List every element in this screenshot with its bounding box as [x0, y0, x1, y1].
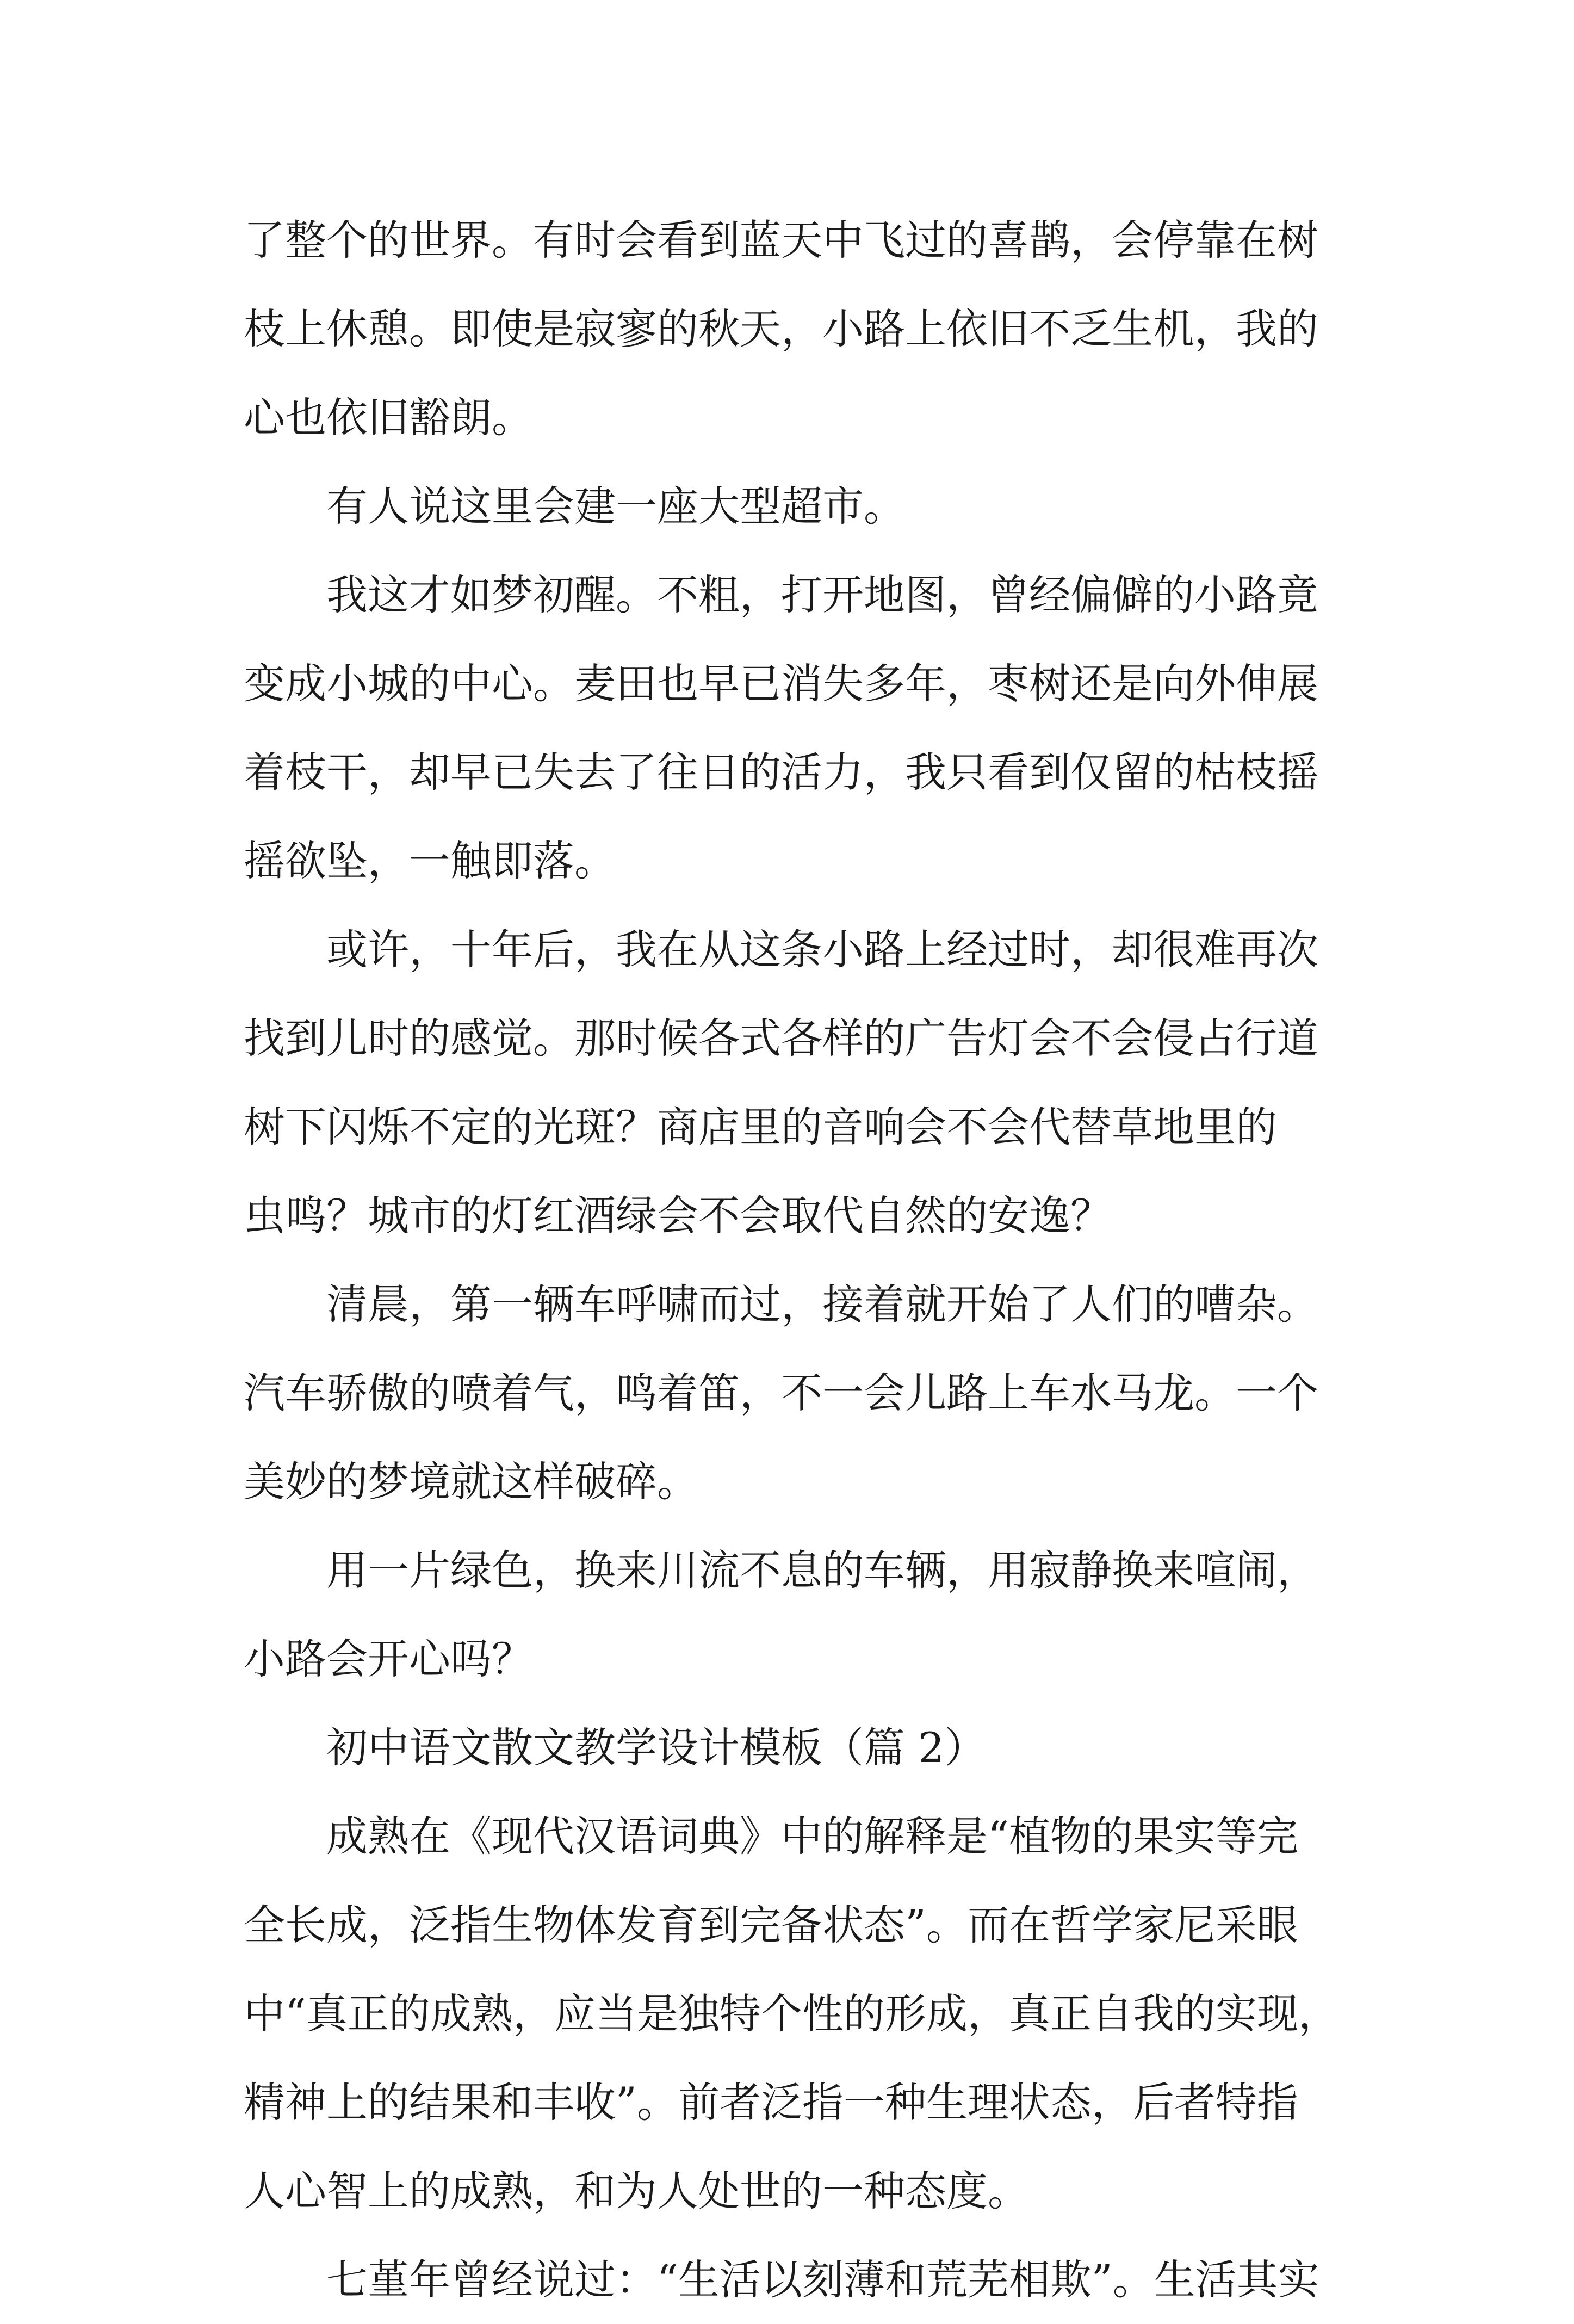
- text-line: 美妙的梦境就这样破碎。: [244, 1457, 698, 1506]
- section-heading-text: 初中语文散文教学设计模板（篇 2）: [326, 1723, 986, 1772]
- text-line: 汽车骄傲的喷着气，鸣着笛，不一会儿路上车水马龙。一个: [244, 1369, 1318, 1417]
- paragraph: [244, 1260, 1326, 1526]
- paragraph: [244, 1526, 1326, 1703]
- text-line: 清晨，第一辆车呼啸而过，接着就开始了人们的嘈杂。: [326, 1280, 1318, 1328]
- paragraph: [244, 1792, 1340, 2235]
- text-line: 全长成，泛指生物体发育到完备状态”。而在哲学家尼采眼: [244, 1901, 1298, 1949]
- paragraph: [244, 196, 1326, 462]
- text-line: 用一片绿色，换来川流不息的车辆，用寂静换来喧闹，: [326, 1546, 1318, 1594]
- text-line: 变成小城的中心。麦田也早已消失多年，枣树还是向外伸展: [244, 659, 1318, 708]
- text-line: 或许，十年后，我在从这条小路上经过时，却很难再次: [326, 925, 1318, 974]
- text-line: 我这才如梦初醒。不粗，打开地图，曾经偏僻的小路竟: [326, 571, 1318, 619]
- text-line: 了整个的世界。有时会看到蓝天中飞过的喜鹊，会停靠在树: [244, 216, 1318, 264]
- text-line: 虫鸣？城市的灯红酒绿会不会取代自然的安逸？: [244, 1191, 1112, 1240]
- paragraph: [244, 462, 1326, 551]
- text-line: 摇欲坠，一触即落。: [244, 837, 616, 885]
- text-line: 中“真正的成熟，应当是独特个性的形成，真正自我的实现，: [244, 1989, 1340, 2038]
- paragraph: [244, 2235, 1326, 2324]
- text-line: 枝上休憩。即使是寂寥的秋天，小路上依旧不乏生机，我的: [244, 305, 1318, 353]
- text-line: 精神上的结果和丰收”。前者泛指一种生理状态，后者特指: [244, 2078, 1298, 2127]
- text-line: 人心智上的成熟，和为人处世的一种态度。: [244, 2167, 1029, 2215]
- text-line: 树下闪烁不定的光斑？商店里的音响会不会代替草地里的: [244, 1103, 1277, 1151]
- text-line: 小路会开心吗？: [244, 1635, 533, 1683]
- text-line: 找到儿时的感觉。那时候各式各样的广告灯会不会侵占行道: [244, 1014, 1318, 1062]
- text-line: 有人说这里会建一座大型超市。: [326, 482, 905, 530]
- text-line: 成熟在《现代汉语词典》中的解释是“植物的果实等完: [326, 1812, 1298, 1861]
- text-line: 七堇年曾经说过：“生活以刻薄和荒芜相欺”。生活其实: [326, 2255, 1319, 2304]
- paragraph: [244, 905, 1326, 1260]
- section-heading: [244, 1703, 1326, 1792]
- text-line: 心也依旧豁朗。: [244, 393, 533, 442]
- paragraph: [244, 551, 1326, 905]
- text-line: 着枝干，却早已失去了往日的活力，我只看到仅留的枯枝摇: [244, 748, 1318, 796]
- document-body: [244, 196, 1340, 2324]
